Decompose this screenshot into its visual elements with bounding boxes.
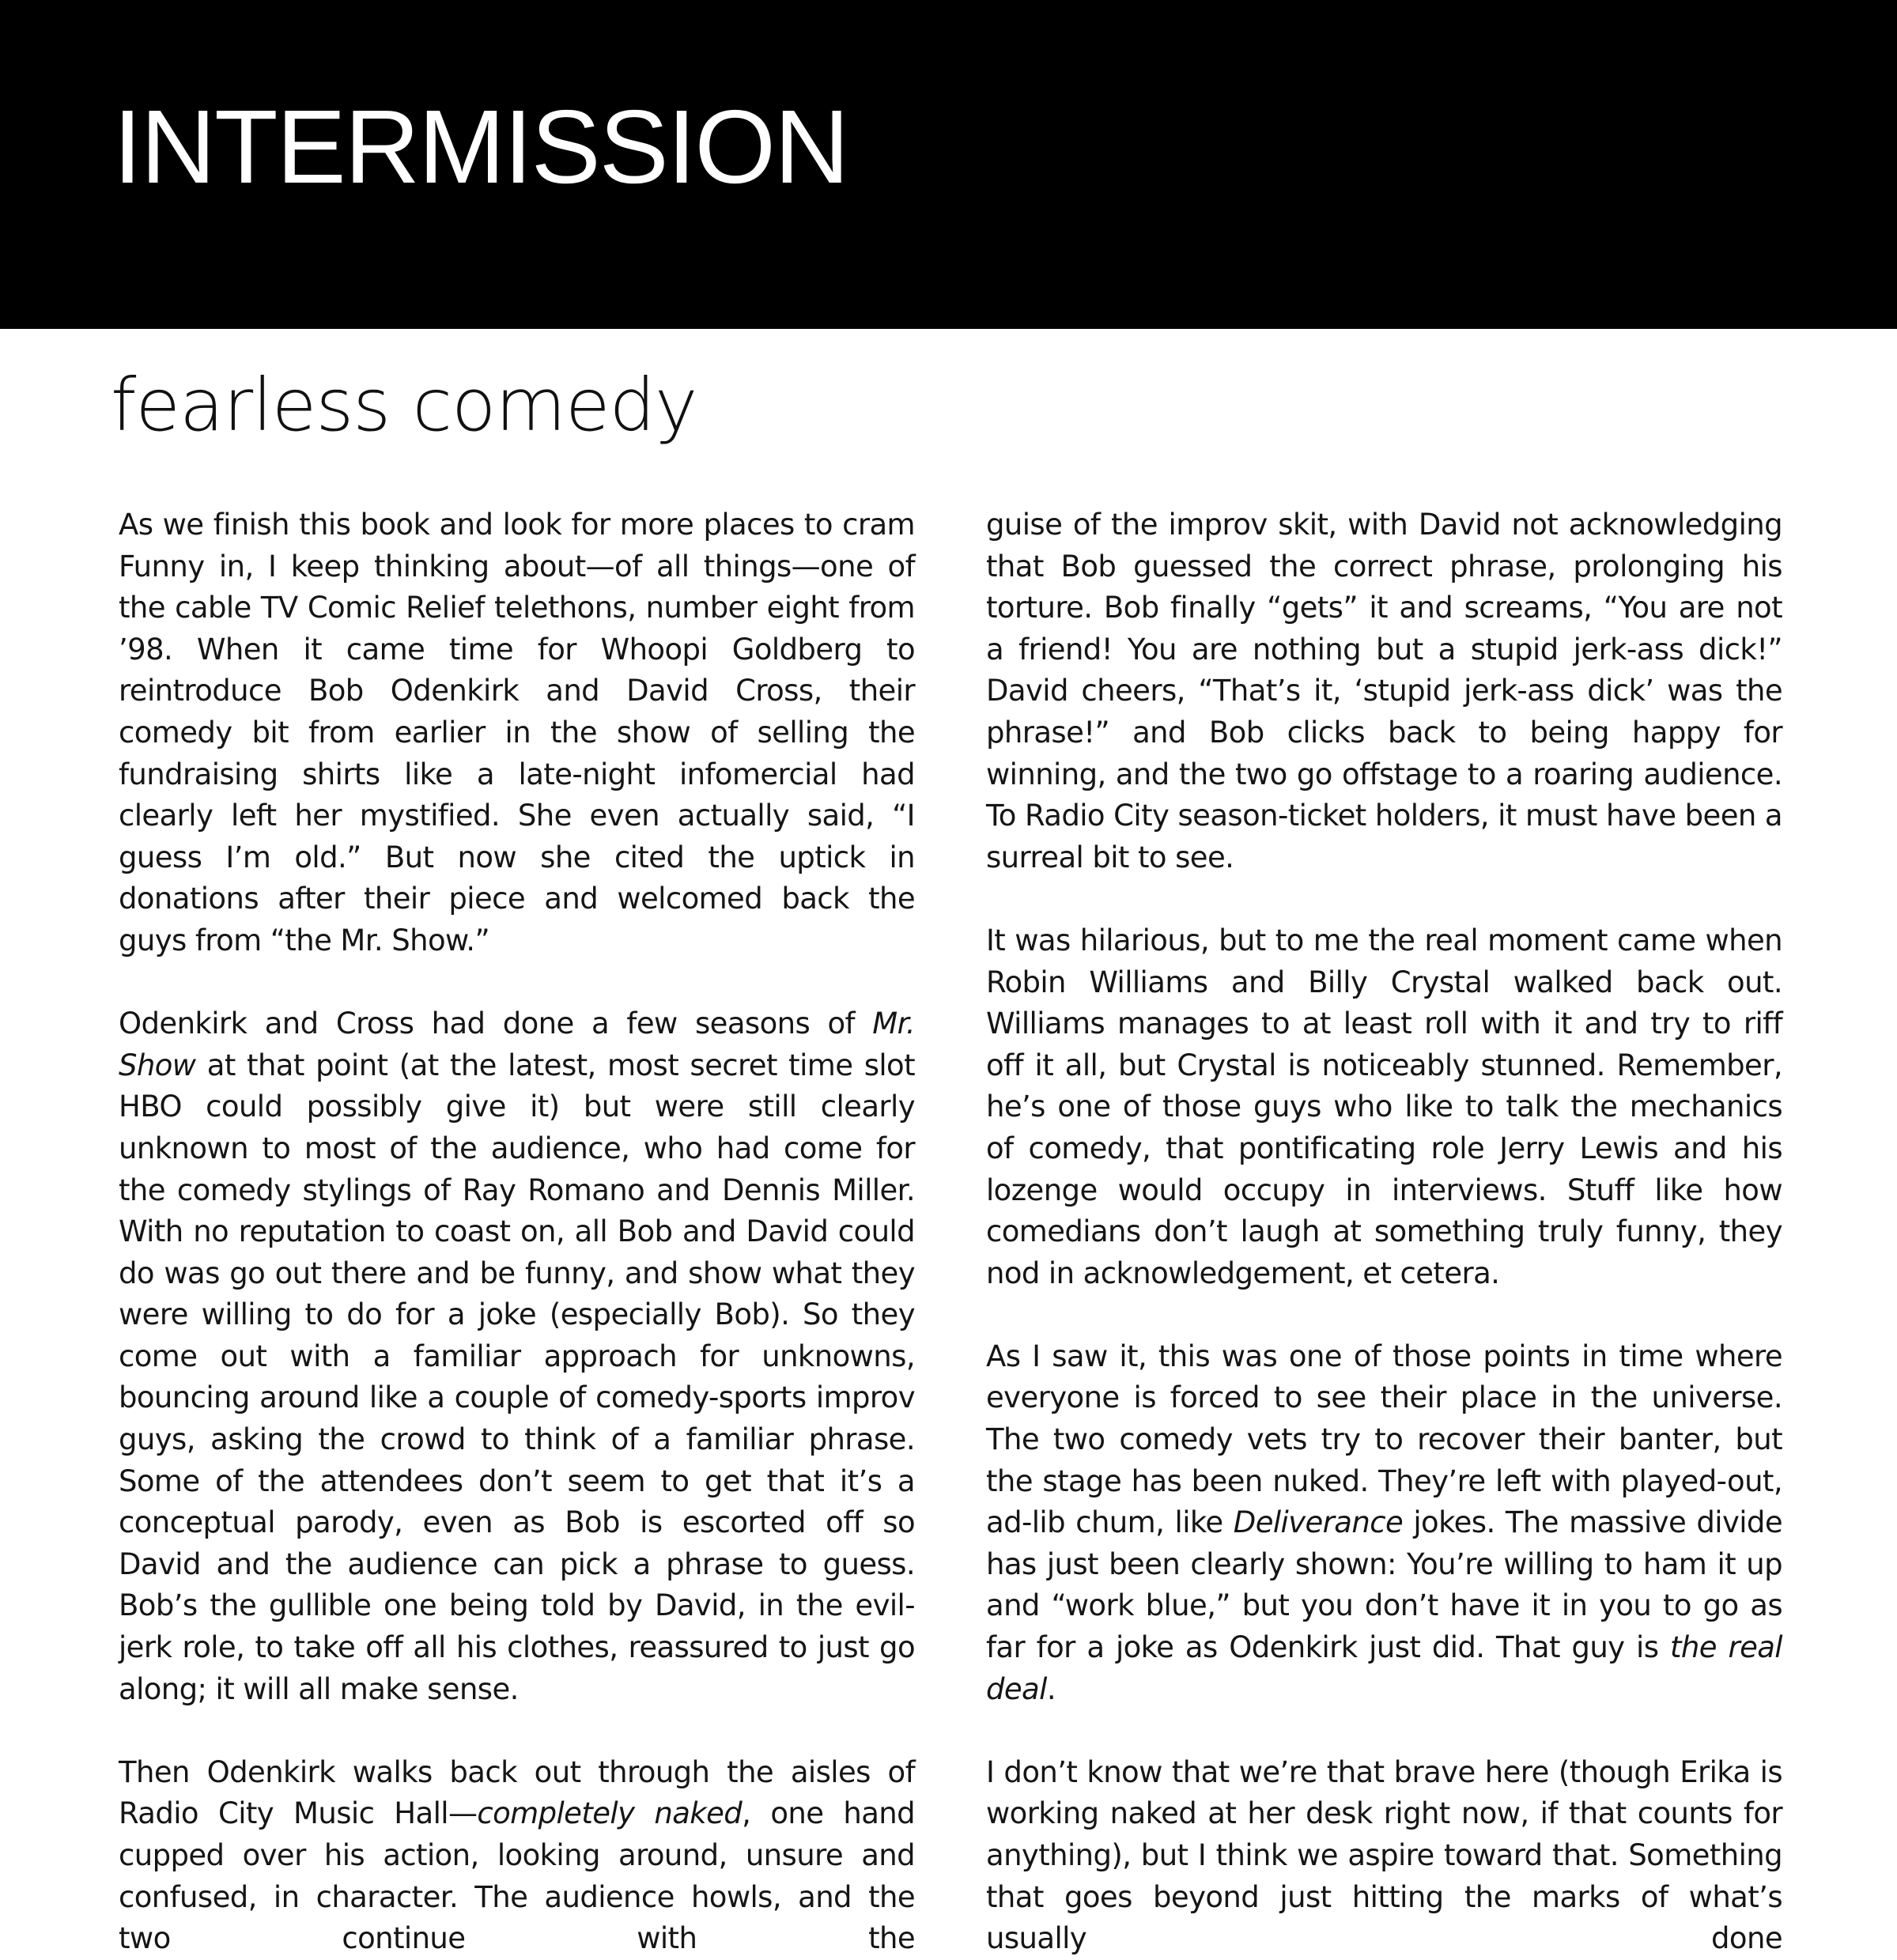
right-p2-text: It was hilarious, but to me the real moment came when Robin Williams and Billy Crystal walked back out. Williams manages to at least roll with it and try to riff off it all, but Crystal is noticeably stunned. Remember, he’s one of those guys who like to talk the mechanics of comedy, that pontificating role Jerry Lewis and his lozenge would occupy in interviews. Stuff like how comedians don’t laugh at something truly funny, they nod in acknowledgement, et cetera. [986, 923, 1782, 1290]
right-p3-emphasis-2: the real deal [986, 1630, 1782, 1706]
right-paragraph-4 [986, 1752, 1782, 1960]
left-paragraph-3 [119, 1752, 915, 1960]
article-subtitle: fearless comedy [111, 363, 697, 448]
left-p2-text-a: Odenkirk and Cross had done a few seasons of [119, 1006, 873, 1041]
right-paragraph-3 [986, 1336, 1782, 1710]
left-text-column [119, 504, 915, 1960]
left-paragraph-2 [119, 1003, 915, 1710]
right-paragraph-1 [986, 504, 1782, 878]
right-p4-text: I don’t know that we’re that brave here (though Erika is working naked at her desk right now, if that counts for anything), but I think we aspire toward that. Something that goes beyond just hitting the marks of what’s usually done [986, 1754, 1782, 1956]
left-p2-emphasis: Mr. Show [119, 1006, 915, 1082]
right-p3-text-c: . [1046, 1671, 1056, 1706]
right-text-column [986, 504, 1782, 1960]
left-p3-text-b: , one hand cupped over his action, looking around, unsure and confused, in character. The audience howls, and the two continue with the [119, 1796, 916, 1956]
left-p1-text: As we finish this book and look for more places to cram Funny in, I keep thinking about—of all things—one of the cable TV Comic Relief telethons, number eight from ’98. When it came time for Whoopi Goldberg to reintroduce Bob Odenkirk and David Cross, their comedy bit from earlier in the show of selling the fundraising shirts like a late-night infomercial had clearly left her mystified. She even actually said, “I guess I’m old.” But now she cited the uptick in donations after their piece and welcomed back the guys from “the Mr. Show.” [119, 508, 915, 957]
right-p3-emphasis-1: Deliverance [1233, 1505, 1404, 1540]
left-paragraph-1 [119, 504, 915, 962]
right-p3-text-b: jokes. The massive divide has just been clearly shown: You’re willing to ham it up and “work blue,” but you don’t have it in you to go as far for a joke as Odenkirk just did. That guy is [986, 1505, 1782, 1665]
right-p1-text: guise of the improv skit, with David not acknowledging that Bob guessed the correct phrase, prolonging his torture. Bob finally “gets” it and screams, “You are not a friend! You are nothing but a stupid jerk-ass dick!” David cheers, “That’s it, ‘stupid jerk-ass dick’ was the phrase!” and Bob clicks back to being happy for winning, and the two go offstage to a roaring audience. To Radio City season-ticket holders, it must have been a surreal bit to see. [986, 508, 1782, 874]
right-p3-text-a: As I saw it, this was one of those points in time where everyone is forced to see their place in the universe. The two comedy vets try to recover their banter, but the stage has been nuked. They’re left with played-out, ad-lib chum, like [986, 1339, 1782, 1540]
right-paragraph-2 [986, 920, 1782, 1294]
section-title: INTERMISSION [113, 89, 848, 205]
left-p2-text-b: at that point (at the latest, most secret time slot HBO could possibly give it) but were still clearly unknown to most of the audience, who had come for the comedy stylings of Ray Romano and Dennis Miller. With no reputation to coast on, all Bob and David could do was go out there and be funny, and show what they were willing to do for a joke (especially Bob). So they come out with a familiar approach for unknowns, bouncing around like a couple of comedy-sports improv guys, asking the crowd to think of a familiar phrase. Some of the attendees don’t seem to get that it’s a conceptual parody, even as Bob is escorted off so David and the audience can pick a phrase to guess. Bob’s the gullible one being told by David, in the evil-jerk role, to take off all his clothes, reassured to just go along; it will all make sense. [119, 1048, 915, 1706]
section-header-banner [0, 0, 1897, 329]
left-p3-emphasis: completely naked [477, 1796, 743, 1831]
left-p3-text-a: Then Odenkirk walks back out through the aisles of Radio City Music Hall— [119, 1754, 915, 1831]
